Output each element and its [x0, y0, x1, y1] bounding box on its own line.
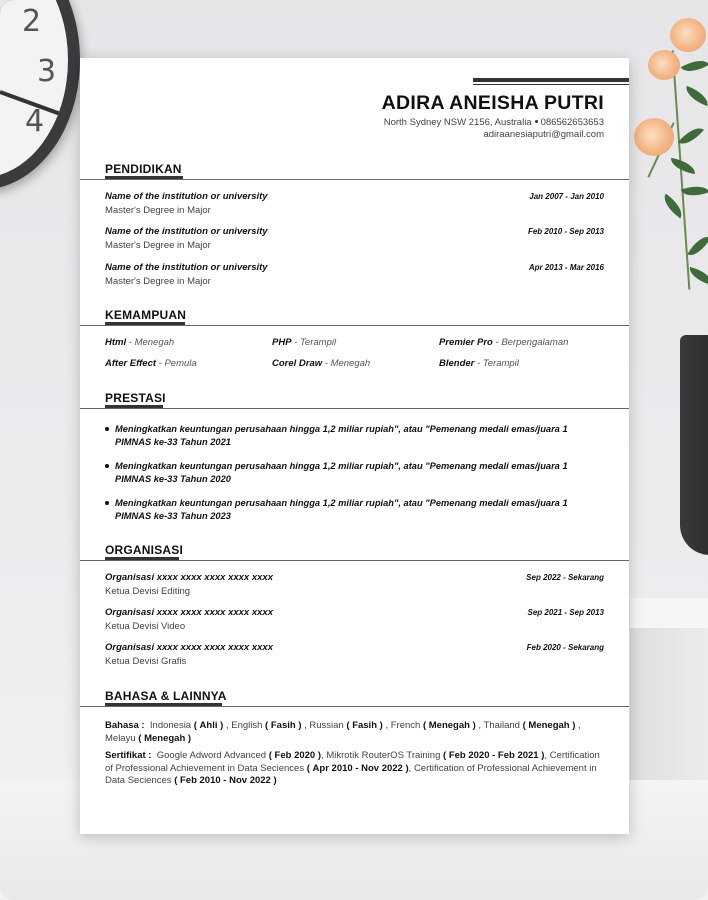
skill-level: - Berpengalaman: [495, 337, 569, 348]
language: Thailand: [483, 720, 520, 731]
language: Melayu: [105, 732, 136, 744]
organization-role: Ketua Devisi Video: [105, 621, 186, 632]
section-title-achievements: PRESTASI: [105, 391, 166, 405]
clock-number: 3: [37, 54, 57, 89]
language-level: Fasih: [352, 720, 377, 731]
achievement-item: [105, 497, 595, 522]
degree: Master's Degree in Major: [105, 240, 211, 251]
phone: 086562653653: [540, 117, 604, 128]
section-title-organization: ORGANISASI: [105, 543, 184, 557]
certificate-period: Feb 2010 - Nov 2022: [180, 775, 271, 786]
period: Feb 2020 - Sekarang: [526, 643, 604, 652]
languages-paragraph: Bahasa : Indonesia ( Ahli ) , English ( Fasih ) , Russian ( Fasih ) , French ( Menegah ) , Thailand ( Menegah ) , Melayu ( Menegah ): [105, 720, 581, 744]
section-rule: [80, 706, 629, 707]
institution-name: Name of the institution or university: [105, 191, 268, 202]
certificates-label: Sertifikat :: [105, 750, 152, 761]
certificate-period: Apr 2010 - Nov 2022: [312, 762, 403, 774]
skill-name: Blender: [439, 358, 475, 369]
section-rule: [80, 560, 629, 561]
organization-name: Organisasi xxxx xxxx xxxx xxxx xxxx: [105, 572, 273, 583]
language-level: Menegah: [428, 720, 470, 731]
separator-dot-icon: [535, 120, 538, 123]
resume-name: ADIRA ANEISHA PUTRI: [381, 92, 604, 114]
achievement-item: [105, 423, 595, 448]
certificate-period: Feb 2020 - Feb 2021: [448, 750, 539, 761]
organization-item: [105, 572, 604, 597]
section-rule: [80, 325, 629, 326]
degree: Master's Degree in Major: [105, 276, 211, 287]
certificate: Google Adword Advanced: [156, 750, 267, 761]
language: English: [231, 720, 263, 731]
bullet-icon: [105, 501, 109, 505]
certificate: Mikrotik RouterOS Training: [326, 750, 441, 761]
clock-number: 4: [25, 104, 45, 139]
education-item: [105, 191, 604, 216]
skill-level: - Menegah: [324, 358, 371, 369]
skill-name: After Effect: [105, 358, 157, 369]
skill-item: [105, 337, 174, 348]
skill-level: - Pemula: [158, 358, 197, 369]
languages-label: Bahasa :: [105, 720, 145, 731]
institution-name: Name of the institution or university: [105, 226, 268, 237]
organization-item: [105, 607, 604, 632]
bullet-icon: [105, 427, 109, 431]
skill-level: - Terampil: [477, 358, 519, 369]
skill-name: Corel Draw: [272, 358, 323, 369]
period: Sep 2021 - Sep 2013: [527, 608, 604, 617]
achievement-text: Meningkatkan keuntungan perusahaan hingga 1,2 miliar rupiah", atau "Pemenang medali emas/juara 1 PIMNAS ke-33 Tahun 2021: [115, 424, 568, 447]
contact-line: [384, 117, 604, 128]
language-level: Menegah: [144, 732, 186, 744]
certificate: Certification of Professional Achievement in Data Seciences: [105, 762, 597, 786]
certificate-period: Feb 2020: [274, 750, 316, 761]
skill-item: [439, 337, 568, 348]
skill-item: [272, 337, 336, 348]
section-title-education: PENDIDIKAN: [105, 162, 182, 176]
organization-name: Organisasi xxxx xxxx xxxx xxxx xxxx: [105, 642, 273, 653]
organization-item: [105, 642, 604, 667]
achievement-text: Meningkatkan keuntungan perusahaan hingga 1,2 miliar rupiah", atau "Pemenang medali emas/juara 1 PIMNAS ke-33 Tahun 2023: [115, 498, 568, 521]
language-level: Menegah: [528, 720, 570, 731]
address: North Sydney NSW 2156, Australia: [383, 117, 532, 128]
clock-face: [0, 0, 68, 178]
period: Apr 2013 - Mar 2016: [528, 263, 604, 272]
skill-name: PHP: [272, 337, 292, 348]
period: Jan 2007 - Jan 2010: [529, 192, 604, 201]
language: French: [390, 720, 421, 731]
certificate: Certification of Professional Achievement in Data Seciences: [105, 750, 600, 774]
institution-name: Name of the institution or university: [105, 262, 268, 273]
skill-item: [439, 358, 519, 369]
education-item: [105, 226, 604, 251]
language: Indonesia: [149, 720, 192, 731]
achievement-item: [105, 460, 595, 485]
organization-role: Ketua Devisi Editing: [105, 586, 191, 597]
plant-icon: [630, 10, 708, 330]
skill-item: [105, 358, 197, 369]
organization-role: Ketua Devisi Grafis: [105, 656, 187, 667]
skill-name: Premier Pro: [439, 337, 493, 348]
skill-item: [272, 358, 370, 369]
period: Feb 2010 - Sep 2013: [527, 227, 604, 236]
skill-level: - Menegah: [128, 337, 175, 348]
shelf: [630, 598, 708, 628]
resume-page: [80, 58, 629, 834]
vase: [680, 335, 708, 555]
skill-name: Html: [105, 337, 127, 348]
skill-level: - Terampil: [294, 337, 337, 348]
section-rule: [80, 408, 629, 409]
degree: Master's Degree in Major: [105, 205, 211, 216]
section-title-languages: BAHASA & LAINNYA: [105, 689, 227, 703]
bullet-icon: [105, 464, 109, 468]
language-level: Ahli: [199, 720, 218, 731]
language: Russian: [309, 720, 344, 731]
section-rule: [80, 179, 629, 180]
organization-name: Organisasi xxxx xxxx xxxx xxxx xxxx: [105, 607, 273, 618]
education-item: [105, 262, 604, 287]
clock-number: 2: [22, 4, 42, 39]
period: Sep 2022 - Sekarang: [526, 573, 604, 582]
section-title-skills: KEMAMPUAN: [105, 308, 187, 322]
certificates-paragraph: Sertifikat : Google Adword Advanced ( Feb 2020 ), Mikrotik RouterOS Training ( Feb 2020 - Feb 2021 ), Certification of Professional Achievement in Data Seciences ( Apr 2010 - Nov 2022 ), Certification of Professional Achievement in Data Seciences ( Feb 2010 - Nov 2022 ): [105, 750, 600, 786]
language-level: Fasih: [270, 720, 296, 731]
achievement-text: Meningkatkan keuntungan perusahaan hingga 1,2 miliar rupiah", atau "Pemenang medali emas/juara 1 PIMNAS ke-33 Tahun 2020: [115, 461, 568, 484]
email: adiraanesiaputri@gmail.com: [483, 129, 604, 140]
header-accent-line: [473, 84, 629, 85]
header-accent-bar: [473, 78, 629, 82]
